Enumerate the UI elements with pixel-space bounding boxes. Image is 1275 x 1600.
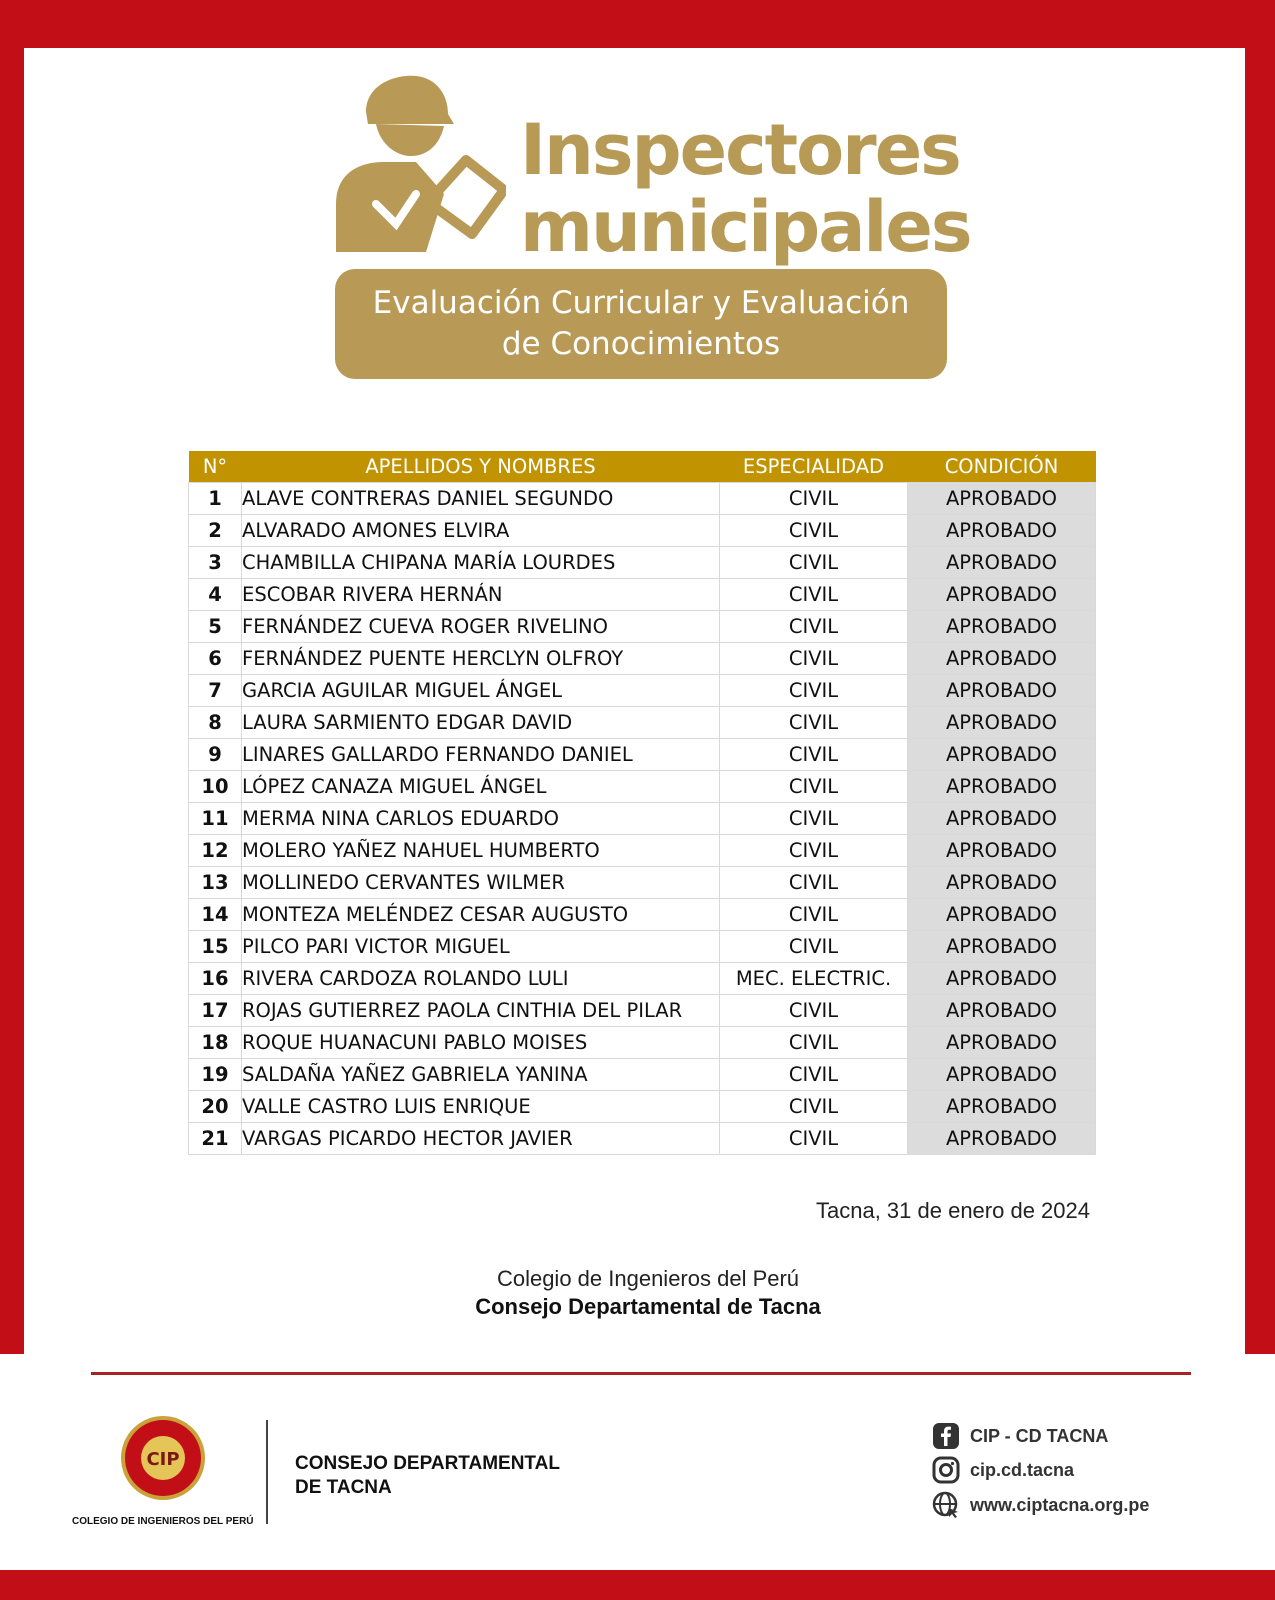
table-row — [189, 931, 1096, 963]
college-name: COLEGIO DE INGENIEROS DEL PERÚ — [72, 1516, 254, 1527]
row-specialty: CIVIL — [720, 899, 908, 931]
row-full-name: LAURA SARMIENTO EDGAR DAVID — [242, 707, 720, 739]
facebook-label: CIP - CD TACNA — [970, 1425, 1109, 1446]
row-number: 18 — [189, 1027, 242, 1059]
row-full-name: GARCIA AGUILAR MIGUEL ÁNGEL — [242, 675, 720, 707]
table-row — [189, 643, 1096, 675]
row-specialty: CIVIL — [720, 1123, 908, 1155]
row-specialty: CIVIL — [720, 611, 908, 643]
row-specialty: CIVIL — [720, 483, 908, 515]
row-full-name: MOLLINEDO CERVANTES WILMER — [242, 867, 720, 899]
row-number: 14 — [189, 899, 242, 931]
cip-seal-logo — [120, 1415, 206, 1501]
globe-icon — [932, 1491, 960, 1519]
row-condition: APROBADO — [908, 739, 1096, 771]
row-condition: APROBADO — [908, 611, 1096, 643]
column-header-number: N° — [189, 451, 242, 483]
row-condition: APROBADO — [908, 771, 1096, 803]
table-row — [189, 483, 1096, 515]
frame-left — [0, 0, 24, 1354]
facebook-icon — [932, 1422, 960, 1450]
results-table — [188, 451, 1096, 1155]
table-row — [189, 739, 1096, 771]
table-row — [189, 995, 1096, 1027]
row-full-name: ALVARADO AMONES ELVIRA — [242, 515, 720, 547]
table-row — [189, 1059, 1096, 1091]
row-specialty: CIVIL — [720, 739, 908, 771]
row-specialty: CIVIL — [720, 1059, 908, 1091]
row-specialty: CIVIL — [720, 995, 908, 1027]
table-row — [189, 675, 1096, 707]
table-row — [189, 579, 1096, 611]
row-full-name: LÓPEZ CANAZA MIGUEL ÁNGEL — [242, 771, 720, 803]
row-number: 5 — [189, 611, 242, 643]
title-line-1: Inspectores — [520, 109, 960, 191]
row-specialty: CIVIL — [720, 835, 908, 867]
row-number: 19 — [189, 1059, 242, 1091]
row-number: 20 — [189, 1091, 242, 1123]
footer-vertical-divider — [266, 1420, 268, 1524]
row-full-name: MONTEZA MELÉNDEZ CESAR AUGUSTO — [242, 899, 720, 931]
row-specialty: MEC. ELECTRIC. — [720, 963, 908, 995]
row-specialty: CIVIL — [720, 931, 908, 963]
row-full-name: FERNÁNDEZ CUEVA ROGER RIVELINO — [242, 611, 720, 643]
row-specialty: CIVIL — [720, 867, 908, 899]
instagram-icon — [932, 1456, 960, 1484]
row-full-name: ROQUE HUANACUNI PABLO MOISES — [242, 1027, 720, 1059]
row-condition: APROBADO — [908, 1059, 1096, 1091]
row-condition: APROBADO — [908, 1027, 1096, 1059]
row-condition: APROBADO — [908, 579, 1096, 611]
row-specialty: CIVIL — [720, 643, 908, 675]
row-specialty: CIVIL — [720, 579, 908, 611]
table-body — [189, 483, 1096, 1155]
signature-council: Consejo Departamental de Tacna — [475, 1294, 821, 1319]
table-row — [189, 1123, 1096, 1155]
row-number: 17 — [189, 995, 242, 1027]
row-condition: APROBADO — [908, 675, 1096, 707]
row-specialty: CIVIL — [720, 1091, 908, 1123]
row-specialty: CIVIL — [720, 771, 908, 803]
row-full-name: MOLERO YAÑEZ NAHUEL HUMBERTO — [242, 835, 720, 867]
table-row — [189, 963, 1096, 995]
title-line-2: municipales — [520, 186, 971, 268]
council-name — [295, 1452, 560, 1500]
table-header-row — [189, 451, 1096, 483]
row-specialty: CIVIL — [720, 803, 908, 835]
footer-divider-line — [91, 1372, 1191, 1375]
column-header-name: APELLIDOS Y NOMBRES — [242, 451, 720, 483]
table-row — [189, 899, 1096, 931]
row-condition: APROBADO — [908, 515, 1096, 547]
row-condition: APROBADO — [908, 483, 1096, 515]
social-instagram[interactable] — [932, 1456, 1074, 1484]
column-header-condition: CONDICIÓN — [908, 451, 1096, 483]
row-specialty: CIVIL — [720, 515, 908, 547]
row-number: 9 — [189, 739, 242, 771]
row-condition: APROBADO — [908, 707, 1096, 739]
row-number: 13 — [189, 867, 242, 899]
table-row — [189, 867, 1096, 899]
row-specialty: CIVIL — [720, 707, 908, 739]
row-condition: APROBADO — [908, 643, 1096, 675]
column-header-specialty: ESPECIALIDAD — [720, 451, 908, 483]
row-number: 16 — [189, 963, 242, 995]
frame-right — [1245, 0, 1275, 1354]
row-full-name: PILCO PARI VICTOR MIGUEL — [242, 931, 720, 963]
table-row — [189, 803, 1096, 835]
row-full-name: LINARES GALLARDO FERNANDO DANIEL — [242, 739, 720, 771]
row-specialty: CIVIL — [720, 547, 908, 579]
row-condition: APROBADO — [908, 547, 1096, 579]
frame-bottom — [0, 1570, 1275, 1600]
row-condition: APROBADO — [908, 835, 1096, 867]
website-label: www.ciptacna.org.pe — [970, 1494, 1150, 1515]
seal-text: CIP — [146, 1449, 180, 1470]
row-condition: APROBADO — [908, 867, 1096, 899]
table-row — [189, 1091, 1096, 1123]
subtitle-line-1: Evaluación Curricular y Evaluación — [372, 285, 910, 321]
row-number: 1 — [189, 483, 242, 515]
row-condition: APROBADO — [908, 931, 1096, 963]
council-name-line-2: DE TACNA — [295, 1477, 392, 1498]
frame-top — [0, 0, 1275, 48]
row-condition: APROBADO — [908, 1123, 1096, 1155]
row-number: 21 — [189, 1123, 242, 1155]
row-number: 6 — [189, 643, 242, 675]
row-number: 2 — [189, 515, 242, 547]
row-full-name: ESCOBAR RIVERA HERNÁN — [242, 579, 720, 611]
social-website[interactable] — [932, 1491, 1149, 1519]
table-row — [189, 547, 1096, 579]
row-full-name: CHAMBILLA CHIPANA MARÍA LOURDES — [242, 547, 720, 579]
row-full-name: ALAVE CONTRERAS DANIEL SEGUNDO — [242, 483, 720, 515]
row-specialty: CIVIL — [720, 1027, 908, 1059]
social-facebook[interactable] — [932, 1422, 1108, 1450]
row-condition: APROBADO — [908, 899, 1096, 931]
row-full-name: SALDAÑA YAÑEZ GABRIELA YANINA — [242, 1059, 720, 1091]
row-number: 11 — [189, 803, 242, 835]
table-row — [189, 835, 1096, 867]
row-specialty: CIVIL — [720, 675, 908, 707]
row-full-name: VALLE CASTRO LUIS ENRIQUE — [242, 1091, 720, 1123]
subtitle-line-2: de Conocimientos — [501, 326, 781, 362]
row-full-name: RIVERA CARDOZA ROLANDO LULI — [242, 963, 720, 995]
row-number: 12 — [189, 835, 242, 867]
table-row — [189, 611, 1096, 643]
document-date: Tacna, 31 de enero de 2024 — [815, 1198, 1090, 1223]
row-full-name: ROJAS GUTIERREZ PAOLA CINTHIA DEL PILAR — [242, 995, 720, 1027]
table-row — [189, 707, 1096, 739]
row-condition: APROBADO — [908, 995, 1096, 1027]
row-number: 8 — [189, 707, 242, 739]
subtitle-pill — [335, 269, 947, 379]
council-name-line-1: CONSEJO DEPARTAMENTAL — [295, 1453, 560, 1474]
signature-institution: Colegio de Ingenieros del Perú — [496, 1266, 800, 1291]
row-number: 7 — [189, 675, 242, 707]
row-full-name: VARGAS PICARDO HECTOR JAVIER — [242, 1123, 720, 1155]
row-condition: APROBADO — [908, 803, 1096, 835]
row-number: 15 — [189, 931, 242, 963]
row-condition: APROBADO — [908, 963, 1096, 995]
row-full-name: MERMA NINA CARLOS EDUARDO — [242, 803, 720, 835]
row-number: 10 — [189, 771, 242, 803]
row-full-name: FERNÁNDEZ PUENTE HERCLYN OLFROY — [242, 643, 720, 675]
row-number: 3 — [189, 547, 242, 579]
inspector-icon — [336, 74, 506, 252]
table-row — [189, 771, 1096, 803]
row-number: 4 — [189, 579, 242, 611]
instagram-label: cip.cd.tacna — [970, 1459, 1075, 1480]
table-row — [189, 1027, 1096, 1059]
table-row — [189, 515, 1096, 547]
row-condition: APROBADO — [908, 1091, 1096, 1123]
